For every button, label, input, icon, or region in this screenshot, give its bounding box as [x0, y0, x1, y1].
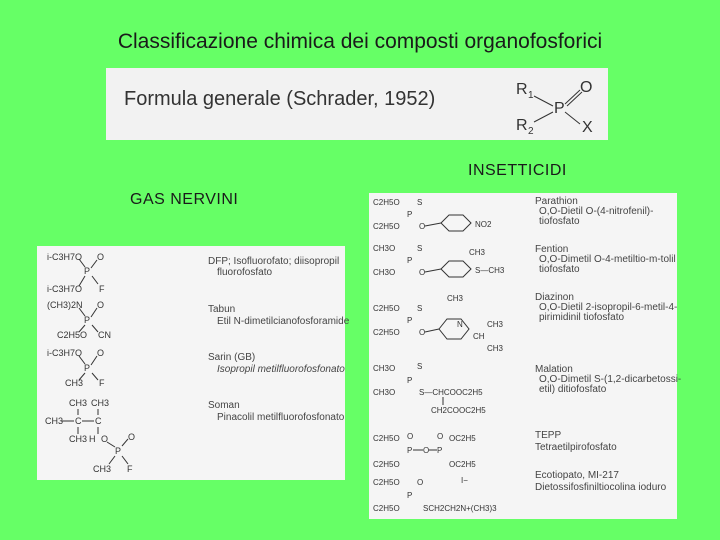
tabun-desc: Etil N-dimetilcianofosforamide — [217, 316, 350, 327]
svg-text:CH3: CH3 — [93, 464, 112, 474]
slide-title: Classificazione chimica dei composti organofosforici — [117, 30, 603, 53]
sarin-name: Sarin (GB) — [208, 352, 256, 363]
svg-text:S—CH3: S—CH3 — [475, 266, 505, 275]
svg-text:O: O — [417, 478, 424, 487]
svg-text:O: O — [97, 348, 105, 358]
svg-text:P: P — [407, 376, 413, 385]
general-formula-structure — [106, 68, 608, 140]
ecotiopato-desc1: Dietossifosfiniltiocolina ioduro — [535, 482, 667, 493]
svg-text:(CH3)2N: (CH3)2N — [47, 300, 83, 310]
svg-text:P: P — [84, 315, 91, 325]
fention-name: Fention — [535, 244, 569, 255]
svg-text:C2H5O: C2H5O — [373, 434, 400, 443]
svg-text:R: R — [516, 117, 528, 134]
svg-text:S: S — [417, 198, 423, 207]
svg-text:CH3: CH3 — [469, 248, 486, 257]
svg-text:CH3: CH3 — [65, 378, 84, 388]
svg-text:CH3O: CH3O — [373, 268, 396, 277]
tabun-name: Tabun — [208, 304, 236, 315]
nerve-agents-panel — [37, 246, 350, 480]
svg-text:O: O — [97, 252, 105, 262]
svg-text:C2H5O: C2H5O — [373, 478, 400, 487]
tepp-desc1: Tetraetilpirofosfato — [535, 442, 617, 453]
svg-text:CH3: CH3 — [487, 344, 504, 353]
ecotiopato-name: Ecotiopato, MI-217 — [535, 470, 619, 481]
dfp-name-cont: fluorofosfato — [217, 267, 273, 278]
svg-text:F: F — [127, 464, 133, 474]
svg-text:CH2COOC2H5: CH2COOC2H5 — [431, 406, 486, 415]
general-formula-label: Formula generale (Schrader, 1952) — [124, 88, 436, 110]
svg-text:CH3O: CH3O — [373, 364, 396, 373]
svg-text:P: P — [437, 446, 443, 455]
svg-text:CH3: CH3 — [91, 398, 110, 408]
parathion-desc1: O,O-Dietil O-(4-nitrofenil)- — [539, 206, 654, 217]
svg-text:O: O — [580, 79, 593, 96]
soman-name: Soman — [208, 400, 240, 411]
svg-text:N: N — [457, 320, 463, 329]
insetticidi-heading: INSETTICIDI — [468, 162, 567, 179]
malation-desc1: O,O-Dimetil S-(1,2-dicarbetossi- — [539, 374, 682, 385]
svg-text:H: H — [89, 434, 96, 444]
svg-text:CH3: CH3 — [69, 398, 88, 408]
svg-text:P: P — [407, 446, 413, 455]
svg-text:P: P — [407, 491, 413, 500]
svg-text:CH3O: CH3O — [373, 388, 396, 397]
svg-text:OC2H5: OC2H5 — [449, 434, 476, 443]
svg-text:O: O — [419, 268, 426, 277]
svg-text:NO2: NO2 — [475, 220, 492, 229]
svg-text:X: X — [582, 119, 593, 136]
svg-text:C: C — [75, 416, 82, 426]
svg-text:1: 1 — [528, 90, 534, 101]
fention-desc2: tiofosfato — [539, 264, 580, 275]
svg-text:O: O — [97, 300, 105, 310]
svg-text:S: S — [417, 304, 423, 313]
parathion-name: Parathion — [535, 196, 578, 207]
svg-text:C2H5O: C2H5O — [373, 504, 400, 513]
svg-text:P: P — [84, 266, 91, 276]
svg-text:P: P — [84, 363, 91, 373]
svg-text:O: O — [101, 434, 109, 444]
svg-text:CH3: CH3 — [45, 416, 64, 426]
sarin-desc: Isopropil metilfluorofosfonato — [217, 364, 345, 375]
svg-text:P: P — [407, 256, 413, 265]
svg-text:S: S — [417, 362, 423, 371]
diazinon-name: Diazinon — [535, 292, 574, 303]
svg-text:i-C3H7O: i-C3H7O — [47, 348, 83, 358]
svg-text:CH3: CH3 — [447, 294, 464, 303]
insecticides-structures — [369, 193, 531, 519]
diazinon-desc2: pirimidinil tiofosfato — [539, 312, 625, 323]
svg-text:P: P — [554, 100, 565, 117]
general-formula-box — [106, 68, 608, 140]
svg-text:O: O — [419, 328, 426, 337]
dfp-name: DFP; Isofluorofato; diisopropil — [208, 256, 340, 267]
gas-nervini-heading: GAS NERVINI — [130, 191, 239, 208]
svg-text:CH3: CH3 — [487, 320, 504, 329]
svg-text:F: F — [99, 378, 105, 388]
svg-text:O: O — [128, 432, 136, 442]
svg-text:S: S — [417, 244, 423, 253]
svg-text:CN: CN — [98, 330, 111, 340]
malation-name: Malation — [535, 364, 573, 375]
svg-text:2: 2 — [528, 126, 534, 137]
diazinon-desc1: O,O-Dietil 2-isopropil-6-metil-4- — [539, 302, 678, 313]
tepp-name: TEPP — [535, 430, 562, 441]
svg-text:OC2H5: OC2H5 — [449, 460, 476, 469]
svg-text:O: O — [407, 432, 414, 441]
nerve-agents-structures — [37, 246, 207, 480]
svg-text:C2H5O: C2H5O — [373, 304, 400, 313]
svg-text:CH3O: CH3O — [373, 244, 396, 253]
svg-text:S—CHCOOC2H5: S—CHCOOC2H5 — [419, 388, 483, 397]
svg-text:P: P — [407, 210, 413, 219]
svg-text:C2H5O: C2H5O — [373, 460, 400, 469]
svg-text:I−: I− — [461, 476, 468, 485]
svg-text:O: O — [419, 222, 426, 231]
svg-text:C2H5O: C2H5O — [373, 198, 400, 207]
svg-text:P: P — [115, 446, 122, 456]
svg-text:SCH2CH2N+(CH3)3: SCH2CH2N+(CH3)3 — [423, 504, 497, 513]
svg-text:CH3: CH3 — [69, 434, 88, 444]
svg-text:i-C3H7O: i-C3H7O — [47, 252, 83, 262]
parathion-desc2: tiofosfato — [539, 216, 580, 227]
svg-text:CH: CH — [473, 332, 485, 341]
fention-desc1: O,O-Dimetil O-4-metiltio-m-tolil — [539, 254, 676, 265]
malation-desc2: etil) ditiofosfato — [539, 384, 607, 395]
svg-text:i-C3H7O: i-C3H7O — [47, 284, 83, 294]
svg-text:O: O — [423, 446, 430, 455]
svg-text:C: C — [95, 416, 102, 426]
soman-desc: Pinacolil metilfluorofosfonato — [217, 412, 345, 423]
svg-text:C2H5O: C2H5O — [57, 330, 88, 340]
svg-text:P: P — [407, 316, 413, 325]
svg-text:R: R — [516, 81, 528, 98]
svg-text:F: F — [99, 284, 105, 294]
svg-text:C2H5O: C2H5O — [373, 222, 400, 231]
svg-text:C2H5O: C2H5O — [373, 328, 400, 337]
insecticides-panel — [369, 193, 682, 519]
svg-text:O: O — [437, 432, 444, 441]
